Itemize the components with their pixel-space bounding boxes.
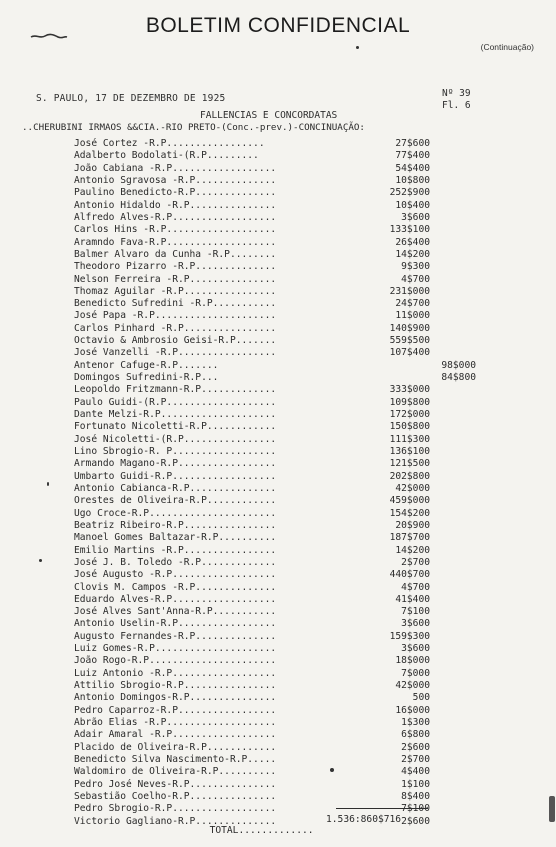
total-value: 1.536:860$716	[326, 814, 402, 825]
creditor-amount: 107$400	[389, 347, 430, 359]
creditor-row	[0, 421, 556, 434]
creditor-name: Placido de Oliveira-R.P............	[74, 741, 277, 753]
creditor-row	[0, 643, 556, 656]
creditor-name: Umbarto Guidi-R.P..................	[74, 470, 277, 482]
creditor-name: Lino Sbrogio-R. P..................	[74, 446, 277, 457]
creditor-amount: 14$200	[395, 544, 430, 556]
creditor-name: Attilio Sbrogio-R.P................	[74, 680, 277, 692]
creditor-row	[0, 606, 556, 619]
creditor-row	[0, 163, 556, 176]
creditor-name: Luiz Antonio -R.P..................	[74, 667, 277, 679]
creditor-amount: 459$000	[389, 495, 430, 507]
creditor-amount: 1$100	[401, 778, 430, 790]
creditor-amount: 1$300	[401, 717, 430, 729]
creditor-name: Antonio Hidaldo -R.P...............	[74, 199, 277, 211]
creditor-row	[0, 200, 556, 213]
creditor-amount: 18$000	[395, 655, 430, 667]
creditor-name: Clovis M. Campos -R.P..............	[74, 581, 277, 593]
creditor-row	[0, 249, 556, 262]
creditor-amount: 42$000	[395, 680, 430, 692]
creditor-row	[0, 175, 556, 188]
creditor-row	[0, 532, 556, 545]
creditor-amount: 4$700	[401, 581, 430, 593]
creditor-name: Nelson Ferreira -R.P...............	[74, 273, 277, 285]
creditor-row	[0, 618, 556, 631]
creditor-amount: 7$100	[401, 606, 430, 618]
creditor-amount: 440$700	[389, 569, 430, 581]
creditor-row	[0, 495, 556, 508]
creditor-amount: 10$400	[395, 199, 430, 211]
creditor-name: José Papa -R.P.....................	[74, 310, 277, 322]
creditor-amount: 98$000	[441, 359, 476, 371]
creditor-amount: 84$800	[441, 372, 476, 384]
dateline: S. PAULO, 17 DE DEZEMBRO DE 1925	[36, 93, 226, 104]
creditor-name: Sebastião Coelho-R.P...............	[74, 790, 277, 802]
creditor-name: Paulo Guidi-(R.P...................	[74, 396, 277, 408]
creditor-amount: 133$100	[389, 224, 430, 236]
creditor-row	[0, 717, 556, 730]
creditor-row	[0, 705, 556, 718]
creditor-name: Benedicto Silva Nascimento-R.P.....	[74, 754, 277, 765]
creditor-row	[0, 446, 556, 459]
creditor-row	[0, 557, 556, 570]
creditor-row	[0, 434, 556, 447]
sum-rule	[336, 808, 428, 809]
creditor-name: Antenor Cafuge-R.P.......	[74, 359, 219, 371]
creditor-amount: 559$500	[389, 335, 430, 347]
creditor-row	[0, 237, 556, 250]
creditor-amount: 14$200	[395, 248, 430, 260]
creditor-row	[0, 323, 556, 336]
creditor-name: Alfredo Alves-R.P..................	[74, 211, 277, 223]
creditor-row	[0, 594, 556, 607]
creditor-name: Abrão Elias -R.P...................	[74, 717, 277, 729]
creditor-amount: 16$000	[395, 704, 430, 716]
creditor-amount: 231$000	[389, 285, 430, 297]
creditor-row	[0, 471, 556, 484]
creditor-amount: 187$700	[389, 532, 430, 544]
creditor-name: Beatriz Ribeiro-R.P................	[74, 519, 277, 531]
creditor-name: Paulino Benedicto-R.P..............	[74, 187, 277, 199]
creditor-name: Antonio Uselin-R.P.................	[74, 618, 277, 630]
continuation-note: (Continuação)	[480, 42, 534, 52]
creditor-name: Benedicto Sufredini -R.P...........	[74, 298, 277, 310]
firm-line: ..CHERUBINI IRMAOS &&CIA.-RIO PRETO-(Conc.-prev.)-CONCINUAÇÃO:	[22, 122, 365, 133]
creditor-name: Pedro Sbrogio-R.P..................	[74, 803, 277, 815]
creditor-name: Manoel Gomes Baltazar-R.P..........	[74, 532, 277, 544]
creditor-row	[0, 729, 556, 742]
creditor-name: Domingos Sufredini-R.P...	[74, 372, 219, 384]
creditor-amount: 26$400	[395, 236, 430, 248]
creditor-amount: 4$400	[401, 766, 430, 778]
total-label: TOTAL.............	[209, 825, 314, 836]
creditor-amount: 500	[412, 692, 430, 704]
creditor-row	[0, 569, 556, 582]
ink-scribble-mark	[30, 31, 68, 41]
creditor-amount: 252$900	[389, 187, 430, 199]
creditor-amount: 2$600	[401, 741, 430, 753]
bulletin-title: BOLETIM CONFIDENCIAL	[145, 14, 411, 37]
creditor-row	[0, 212, 556, 225]
ink-dot	[356, 46, 359, 49]
creditor-name: Orestes de Oliveira-R.P............	[74, 495, 277, 507]
creditor-row	[0, 508, 556, 521]
creditor-name: Augusto Fernandes-R.P..............	[74, 630, 277, 642]
creditor-amount: 8$400	[401, 790, 430, 802]
creditor-name: José Nicoletti-(R.P................	[74, 433, 277, 445]
creditor-name: Armando Magano-R.P.................	[74, 458, 277, 470]
creditor-name: João Cabiana -R.P..................	[74, 162, 277, 174]
creditor-amount: 140$900	[389, 322, 430, 334]
creditor-name: Octavio & Ambrosio Geisi-R.P.......	[74, 335, 277, 347]
creditor-row	[0, 187, 556, 200]
creditor-name: José J. B. Toledo -R.P.............	[74, 556, 277, 568]
creditor-name: Eduardo Alves-R.P..................	[74, 593, 277, 605]
creditor-amount: 54$400	[395, 162, 430, 174]
creditor-name: José Vanzelli -R.P.................	[74, 347, 277, 359]
creditor-name: Aramndo Fava-R.P...................	[74, 236, 277, 248]
creditor-amount: 121$500	[389, 458, 430, 470]
creditor-name: Waldomiro de Oliveira-R.P..........	[74, 766, 277, 778]
creditor-name: Thomaz Aguilar -R.P................	[74, 285, 277, 297]
creditor-row	[0, 779, 556, 792]
creditor-amount: 2$700	[401, 754, 430, 765]
creditor-amount: 7$000	[401, 667, 430, 679]
creditor-row	[0, 409, 556, 422]
creditor-amount: 11$000	[395, 310, 430, 322]
creditor-amount: 2$600	[401, 815, 430, 827]
creditor-row	[0, 668, 556, 681]
creditor-row	[0, 754, 556, 767]
creditor-amount: 41$400	[395, 593, 430, 605]
creditor-amount: 3$600	[401, 211, 430, 223]
creditor-name: José Alves Sant'Anna-R.P...........	[74, 606, 277, 618]
creditor-amount: 3$600	[401, 643, 430, 655]
creditor-name: Pedro José Neves-R.P...............	[74, 778, 277, 790]
creditor-name: Carlos Pinhard -R.P................	[74, 322, 277, 334]
creditor-amount: 4$700	[401, 273, 430, 285]
creditor-name: Adalberto Bodolati-(R.P.........	[74, 150, 259, 162]
creditor-name: Carlos Hins -R.P...................	[74, 224, 277, 236]
creditor-row	[0, 692, 556, 705]
creditor-row	[0, 274, 556, 287]
creditor-row	[0, 372, 556, 385]
creditor-row	[0, 766, 556, 779]
creditor-name: Dante Melzi-R.P....................	[74, 409, 277, 421]
creditor-amount: 9$300	[401, 261, 430, 273]
creditor-amount: 77$400	[395, 150, 430, 162]
creditor-amount: 202$800	[389, 470, 430, 482]
creditor-amount: 150$800	[389, 421, 430, 433]
creditor-row	[0, 791, 556, 804]
total-line	[198, 814, 402, 847]
creditor-name: Luiz Gomes-R.P.....................	[74, 643, 277, 655]
creditor-row	[0, 298, 556, 311]
creditor-amount: 6$800	[401, 729, 430, 741]
creditor-amount: 24$700	[395, 298, 430, 310]
creditor-amount: 2$700	[401, 556, 430, 568]
creditor-row	[0, 397, 556, 410]
creditor-name: Ugo Croce-R.P......................	[74, 507, 277, 519]
sheet-reference	[442, 88, 471, 112]
creditor-row	[0, 520, 556, 533]
creditor-amount: 172$000	[389, 409, 430, 421]
creditor-row	[0, 360, 556, 373]
creditor-name: João Rogo-R.P......................	[74, 655, 277, 667]
creditor-row	[0, 347, 556, 360]
creditor-row	[0, 384, 556, 397]
creditor-name: Antonio Sgravosa -R.P..............	[74, 174, 277, 186]
creditor-name: José Cortez -R.P.................	[74, 138, 265, 149]
creditor-row	[0, 742, 556, 755]
creditor-row	[0, 655, 556, 668]
creditor-amount: 27$600	[395, 138, 430, 149]
bulletin-number: Nº 39	[442, 88, 471, 99]
creditor-name: Antonio Cabianca-R.P...............	[74, 482, 277, 494]
creditor-row	[0, 310, 556, 323]
creditor-name: Theodoro Pizarro -R.P..............	[74, 261, 277, 273]
creditor-row	[0, 631, 556, 644]
creditor-row	[0, 483, 556, 496]
creditor-name: Pedro Caparroz-R.P.................	[74, 704, 277, 716]
creditor-row	[0, 261, 556, 274]
creditor-amount: 111$300	[389, 433, 430, 445]
creditor-amount: 159$300	[389, 630, 430, 642]
creditor-row	[0, 335, 556, 348]
creditor-name: Balmer Alvaro da Cunha -R.P........	[74, 248, 277, 260]
folio-number: Fl. 6	[442, 100, 471, 111]
creditor-name: Victorio Gagliano-R.P..............	[74, 815, 277, 827]
creditor-row	[0, 582, 556, 595]
creditor-amount: 7$100	[401, 803, 430, 815]
creditor-row	[0, 458, 556, 471]
creditor-name: Leopoldo Fritzmann-R.P.............	[74, 384, 277, 396]
creditor-amount: 10$800	[395, 174, 430, 186]
creditor-name: José Augusto -R.P..................	[74, 569, 277, 581]
creditor-amount: 42$000	[395, 482, 430, 494]
creditor-name: Emilio Martins -R.P................	[74, 544, 277, 556]
creditor-row	[0, 680, 556, 693]
creditor-name: Fortunato Nicoletti-R.P............	[74, 421, 277, 433]
creditor-amount: 3$600	[401, 618, 430, 630]
creditor-amount: 109$800	[389, 396, 430, 408]
creditor-row	[0, 150, 556, 163]
creditor-row	[0, 545, 556, 558]
creditor-amount: 154$200	[389, 507, 430, 519]
creditor-name: Antonio Domingos-R.P...............	[74, 692, 277, 704]
creditor-amount: 333$000	[389, 384, 430, 396]
creditor-row	[0, 224, 556, 237]
creditor-row	[0, 286, 556, 299]
section-heading: FALLENCIAS E CONCORDATAS	[200, 110, 338, 121]
creditor-amount: 20$900	[395, 519, 430, 531]
creditor-name: Adair Amaral -R.P..................	[74, 729, 277, 741]
creditor-amount: 136$100	[389, 446, 430, 457]
creditor-row	[0, 138, 556, 151]
